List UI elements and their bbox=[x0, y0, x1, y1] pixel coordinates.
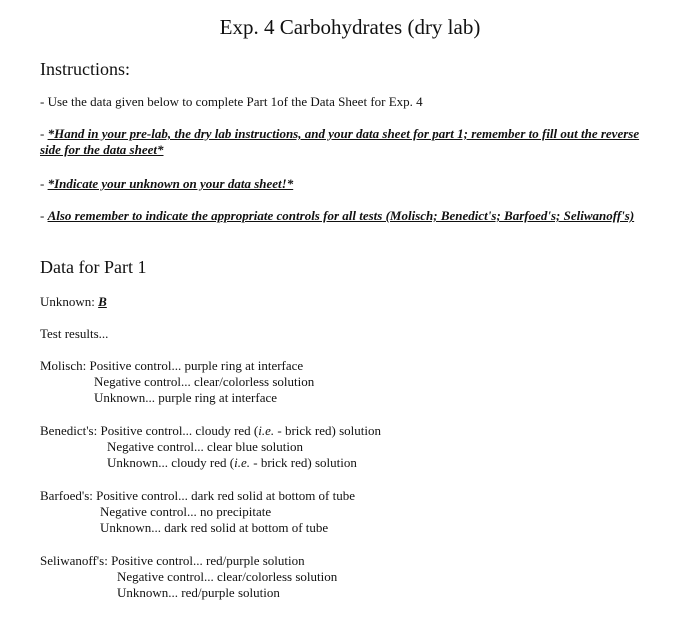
benedicts-unknown-ie: i.e. bbox=[234, 455, 250, 470]
benedicts-unknown-post: - brick red) solution bbox=[249, 455, 357, 470]
instruction-item-2 bbox=[40, 126, 655, 158]
instructions-heading: Instructions: bbox=[40, 59, 130, 79]
benedicts-positive-pre: Positive control... cloudy red ( bbox=[100, 423, 259, 438]
instruction-item-4-text: Also remember to indicate the appropriate controls for all tests (Molisch; Benedict's; Barfoed's; Seliwanoff's) bbox=[47, 208, 635, 223]
seliwanoffs-test bbox=[40, 553, 337, 601]
barfoeds-negative: Negative control... no precipitate bbox=[100, 504, 272, 519]
benedicts-positive-post: - brick red) solution bbox=[274, 423, 382, 438]
molisch-test bbox=[40, 358, 314, 406]
instruction-item-2-text: *Hand in your pre-lab, the dry lab instructions, and your data sheet for part 1; remember to fill out the reverse side for the data sheet* bbox=[40, 126, 640, 157]
barfoeds-name: Barfoed's: bbox=[40, 488, 97, 503]
data-part1-heading: Data for Part 1 bbox=[40, 257, 147, 277]
seliwanoffs-positive: Positive control... red/purple solution bbox=[111, 553, 305, 568]
barfoeds-test bbox=[40, 488, 355, 536]
instruction-item-1: - Use the data given below to complete Part 1of the Data Sheet for Exp. 4 bbox=[40, 94, 423, 109]
benedicts-test bbox=[40, 423, 381, 471]
benedicts-unknown-pre: Unknown... cloudy red ( bbox=[107, 455, 235, 470]
barfoeds-positive-row bbox=[40, 488, 355, 504]
unknown-label: Unknown: bbox=[40, 294, 99, 309]
seliwanoffs-negative: Negative control... clear/colorless solution bbox=[117, 569, 338, 584]
benedicts-unknown-row bbox=[40, 455, 381, 471]
molisch-positive: Positive control... purple ring at interface bbox=[89, 358, 304, 373]
seliwanoffs-positive-row bbox=[40, 553, 337, 569]
document-title: Exp. 4 Carbohydrates (dry lab) bbox=[219, 15, 481, 39]
instruction-item-3-prefix: - bbox=[40, 176, 48, 191]
barfoeds-unknown: Unknown... dark red solid at bottom of tube bbox=[100, 520, 329, 535]
molisch-name: Molisch: bbox=[40, 358, 90, 373]
benedicts-positive-ie: i.e. bbox=[258, 423, 275, 438]
instruction-item-4 bbox=[40, 208, 655, 224]
benedicts-positive-row bbox=[40, 423, 381, 439]
molisch-unknown: Unknown... purple ring at interface bbox=[94, 390, 278, 405]
unknown-value: B bbox=[98, 294, 107, 309]
instruction-item-3 bbox=[40, 176, 293, 192]
instruction-item-2-prefix: - bbox=[40, 126, 48, 141]
molisch-positive-row bbox=[40, 358, 314, 374]
barfoeds-positive: Positive control... dark red solid at bottom of tube bbox=[96, 488, 356, 503]
benedicts-name: Benedict's: bbox=[40, 423, 101, 438]
instruction-item-4-prefix: - bbox=[40, 208, 48, 223]
seliwanoffs-name: Seliwanoff's: bbox=[40, 553, 112, 568]
test-results-label: Test results... bbox=[40, 326, 109, 341]
seliwanoffs-unknown: Unknown... red/purple solution bbox=[117, 585, 280, 600]
benedicts-negative: Negative control... clear blue solution bbox=[107, 439, 304, 454]
molisch-negative: Negative control... clear/colorless solution bbox=[94, 374, 315, 389]
unknown-line bbox=[40, 294, 107, 310]
instruction-item-3-text: *Indicate your unknown on your data sheet!* bbox=[47, 176, 294, 191]
